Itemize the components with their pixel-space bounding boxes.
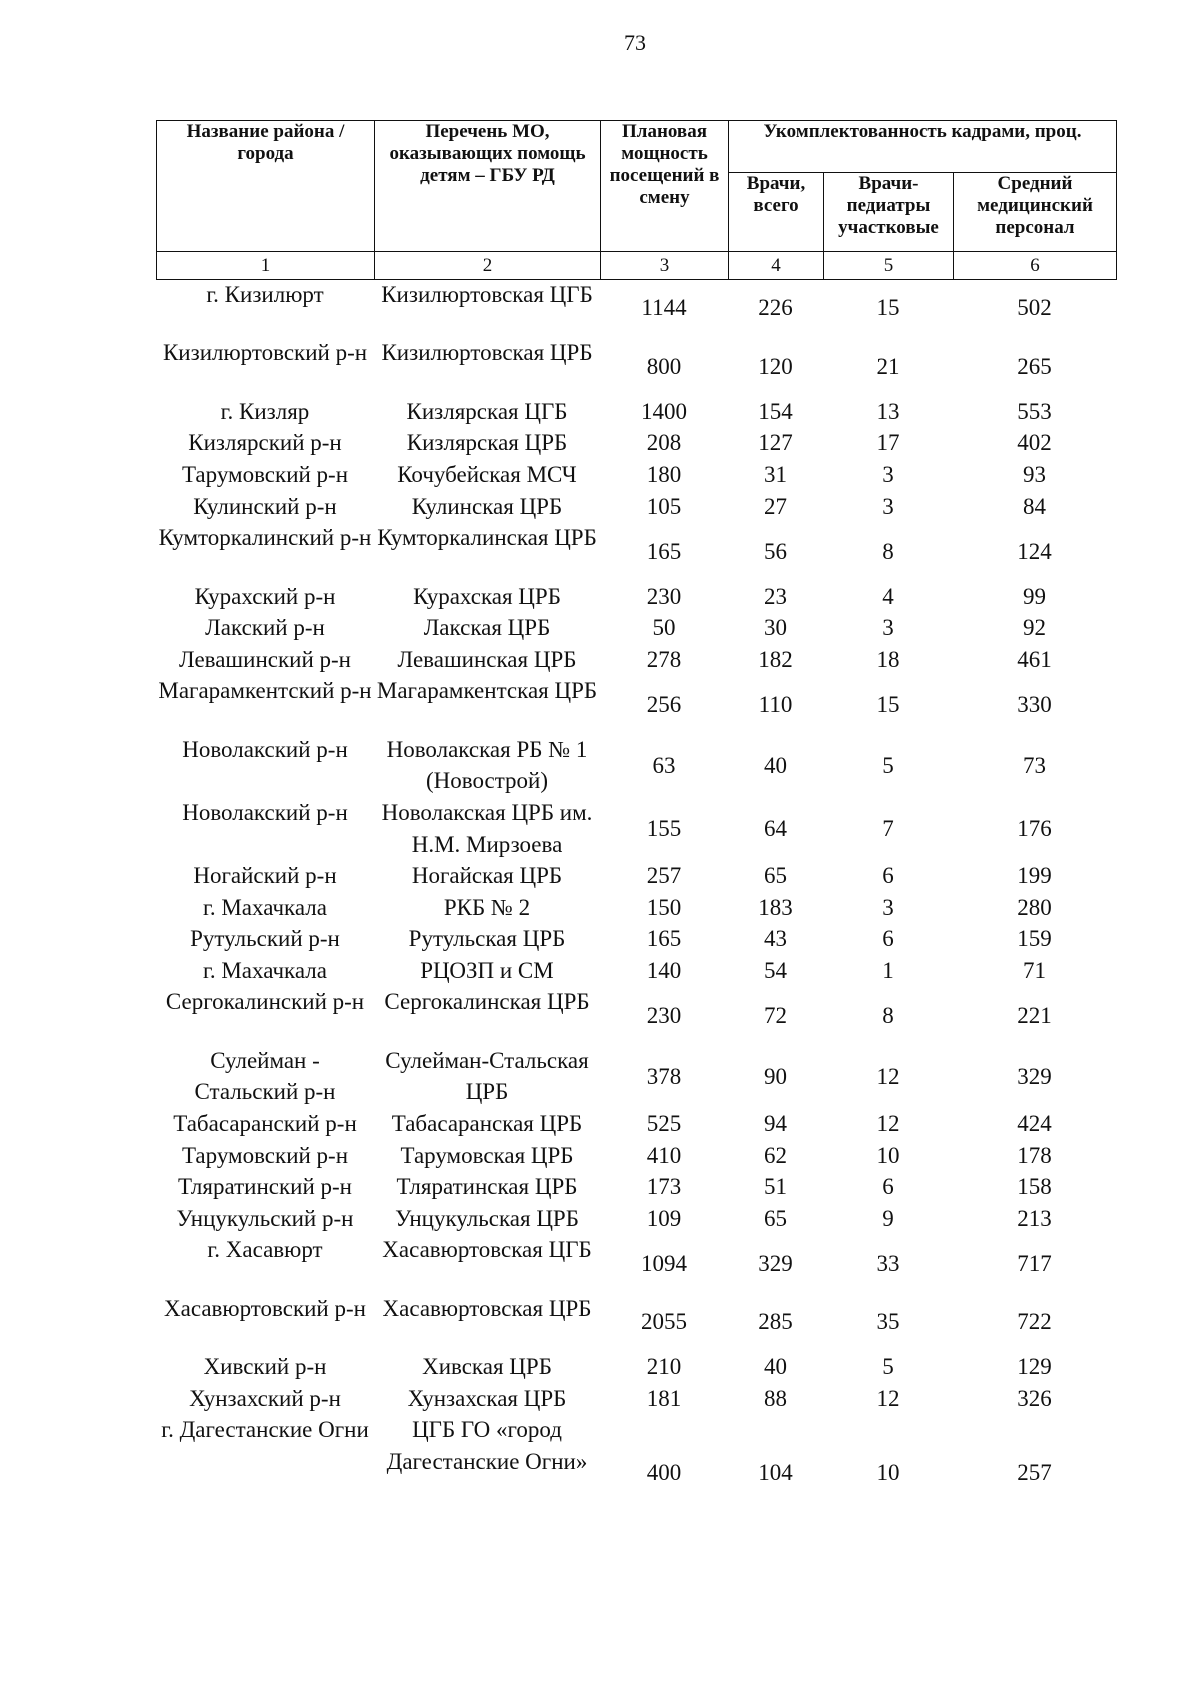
capacity-cell: 1094: [641, 1250, 687, 1276]
pediatricians-cell: 13: [876, 398, 900, 424]
mo-cell: Тарумовская ЦРБ: [400, 1142, 574, 1168]
pediatricians-cell: 33: [876, 1250, 900, 1276]
mo-cell: Тляратинская ЦРБ: [396, 1174, 578, 1200]
mo-cell: Табасаранская ЦРБ: [391, 1111, 583, 1137]
table-row: [156, 1045, 1116, 1108]
pediatricians-cell: 15: [876, 295, 900, 321]
capacity-cell: 378: [646, 1063, 682, 1089]
capacity-cell: 400: [646, 1459, 682, 1485]
nurses-cell: 221: [1017, 1002, 1052, 1028]
mo-cell: ЦГБ ГО «город Дагестанские Огни»: [386, 1417, 588, 1474]
table-body: [156, 279, 1116, 1531]
capacity-cell: 525: [646, 1111, 682, 1137]
capacity-cell: 230: [646, 1002, 682, 1028]
capacity-cell: 180: [646, 461, 682, 487]
nurses-cell: 129: [1017, 1354, 1052, 1380]
capacity-cell: 1400: [641, 398, 687, 424]
district-cell: Тляратинский р-н: [178, 1174, 352, 1200]
mo-cell: РКБ № 2: [443, 894, 531, 920]
capacity-cell: 230: [646, 583, 682, 609]
table-row: [156, 396, 1116, 428]
district-cell: Кулинский р-н: [193, 493, 337, 519]
district-cell: Тарумовский р-н: [181, 1142, 349, 1168]
nurses-cell: 402: [1017, 430, 1052, 456]
doctors-cell: 329: [758, 1250, 793, 1276]
district-cell: Левашинский р-н: [179, 646, 351, 672]
pediatricians-cell: 9: [882, 1205, 894, 1231]
nurses-cell: 326: [1017, 1385, 1052, 1411]
district-cell: г. Махачкала: [203, 894, 327, 920]
doctors-cell: 226: [758, 295, 793, 321]
pediatricians-cell: 8: [882, 538, 894, 564]
doctors-cell: 90: [764, 1063, 787, 1089]
doctors-cell: 40: [764, 752, 787, 778]
nurses-cell: 330: [1017, 691, 1052, 717]
pediatricians-cell: 3: [882, 615, 894, 641]
mo-cell: Кочубейская МСЧ: [397, 461, 577, 487]
table-row: [156, 644, 1116, 676]
pediatricians-cell: 1: [882, 957, 894, 983]
table-row: [156, 1171, 1116, 1203]
district-cell: Новолакский р-н: [182, 736, 348, 762]
table-row: [156, 1293, 1116, 1351]
column-number: 6: [954, 252, 1117, 280]
pediatricians-cell: 17: [876, 430, 900, 456]
doctors-cell: 65: [764, 863, 787, 889]
district-cell: Ногайский р-н: [193, 863, 337, 889]
pediatricians-cell: 5: [882, 752, 894, 778]
table-row: [156, 797, 1116, 860]
district-cell: Лакский р-н: [205, 615, 325, 641]
capacity-cell: 63: [652, 752, 676, 778]
mo-cell: Новолакская ЦРБ им. Н.М. Мирзоева: [381, 799, 593, 857]
district-cell: Кумторкалинский р-н: [158, 525, 372, 551]
capacity-cell: 1144: [641, 295, 687, 321]
pediatricians-cell: 6: [882, 863, 894, 889]
district-cell: Тарумовский р-н: [181, 461, 349, 487]
capacity-cell: 109: [646, 1205, 682, 1231]
doctors-cell: 88: [764, 1385, 787, 1411]
capacity-cell: 105: [646, 493, 682, 519]
pediatricians-cell: 3: [882, 461, 894, 487]
doctors-cell: 183: [758, 894, 793, 920]
mo-cell: Хасавюртовская ЦРБ: [382, 1295, 592, 1321]
table-row: [156, 612, 1116, 644]
capacity-cell: 257: [646, 863, 682, 889]
capacity-cell: 256: [646, 691, 682, 717]
pediatricians-cell: 4: [882, 583, 894, 609]
capacity-cell: 181: [646, 1385, 682, 1411]
pediatricians-cell: 21: [876, 353, 900, 379]
pediatricians-cell: 6: [882, 926, 894, 952]
table-row: [156, 923, 1116, 955]
pediatricians-cell: 3: [882, 894, 894, 920]
nurses-cell: 158: [1017, 1174, 1052, 1200]
mo-cell: Кулинская ЦРБ: [411, 493, 563, 519]
table-row: [156, 337, 1116, 395]
pediatricians-cell: 10: [876, 1142, 900, 1168]
mo-cell: Курахская ЦРБ: [413, 583, 561, 609]
pediatricians-cell: 7: [882, 815, 894, 841]
mo-cell: Новолакская РБ № 1 (Новострой): [386, 736, 588, 794]
district-cell: Новолакский р-н: [182, 799, 348, 825]
capacity-cell: 210: [646, 1354, 682, 1380]
table-row: [156, 860, 1116, 892]
capacity-cell: 155: [646, 815, 682, 841]
table-row: [156, 459, 1116, 491]
mo-cell: Сулейман-Стальская ЦРБ: [385, 1047, 589, 1105]
nurses-cell: 199: [1017, 863, 1052, 889]
mo-cell: Унцукульская ЦРБ: [395, 1205, 579, 1231]
doctors-cell: 127: [758, 430, 793, 456]
column-number: 5: [824, 252, 954, 280]
doctors-cell: 23: [764, 583, 787, 609]
doctors-cell: 64: [764, 815, 787, 841]
doctors-cell: 182: [758, 646, 793, 672]
capacity-cell: 50: [652, 615, 676, 641]
header-staffing-group: Укомплектованность кадрами, проц.: [729, 121, 1117, 173]
doctors-cell: 285: [758, 1309, 793, 1335]
nurses-cell: 178: [1017, 1142, 1052, 1168]
table-row: [156, 581, 1116, 613]
district-cell: Сулейман - Стальский р-н: [194, 1047, 336, 1105]
doctors-cell: 54: [764, 957, 787, 983]
pediatricians-cell: 12: [876, 1063, 900, 1089]
doctors-cell: 104: [758, 1459, 793, 1485]
capacity-cell: 150: [646, 894, 682, 920]
nurses-cell: 717: [1017, 1250, 1052, 1276]
nurses-cell: 502: [1017, 295, 1052, 321]
table-row: [156, 427, 1116, 459]
nurses-cell: 722: [1017, 1309, 1052, 1335]
column-number: 4: [729, 252, 824, 280]
district-cell: г. Хасавюрт: [207, 1237, 323, 1263]
capacity-cell: 165: [646, 538, 682, 564]
doctors-cell: 72: [764, 1002, 787, 1028]
table-row: [156, 1108, 1116, 1140]
doctors-cell: 30: [764, 615, 787, 641]
mo-cell: Кизлярская ЦГБ: [406, 398, 568, 424]
nurses-cell: 92: [1023, 615, 1046, 641]
nurses-cell: 257: [1017, 1459, 1052, 1485]
pediatricians-cell: 18: [876, 646, 900, 672]
mo-cell: Хивская ЦРБ: [422, 1354, 552, 1380]
nurses-cell: 280: [1017, 894, 1052, 920]
header-doctors: Врачи, всего: [729, 173, 824, 252]
table-row: [156, 1234, 1116, 1292]
district-cell: Кизлярский р-н: [188, 430, 342, 456]
pediatricians-cell: 12: [876, 1111, 900, 1137]
nurses-cell: 176: [1017, 815, 1052, 841]
header-nurses: Средний медицинский персонал: [954, 173, 1117, 252]
mo-cell: Хасавюртовская ЦГБ: [382, 1237, 592, 1263]
nurses-cell: 213: [1017, 1205, 1052, 1231]
column-number: 3: [601, 252, 729, 280]
nurses-cell: 553: [1017, 398, 1052, 424]
district-cell: Сергокалинский р-н: [165, 989, 365, 1015]
table-row: [156, 734, 1116, 797]
nurses-cell: 159: [1017, 926, 1052, 952]
district-cell: Магарамкентский р-н: [158, 678, 372, 704]
district-cell: г. Дагестанские Огни: [161, 1417, 369, 1443]
column-number: 2: [375, 252, 601, 280]
capacity-cell: 173: [646, 1174, 682, 1200]
capacity-cell: 208: [646, 430, 682, 456]
doctors-cell: 56: [764, 538, 787, 564]
mo-cell: Кизилюртовская ЦГБ: [381, 282, 593, 307]
district-cell: Рутульский р-н: [190, 926, 340, 952]
capacity-cell: 140: [646, 957, 682, 983]
table-row: [156, 1203, 1116, 1235]
mo-cell: Кумторкалинская ЦРБ: [377, 525, 597, 551]
capacity-cell: 410: [646, 1142, 682, 1168]
district-cell: Кизилюртовский р-н: [162, 340, 368, 366]
nurses-cell: 265: [1017, 353, 1052, 379]
table-row: [156, 522, 1116, 580]
pediatricians-cell: 35: [876, 1309, 900, 1335]
pediatricians-cell: 15: [876, 691, 900, 717]
doctors-cell: 120: [758, 353, 793, 379]
nurses-cell: 93: [1023, 461, 1046, 487]
nurses-cell: 124: [1017, 538, 1052, 564]
mo-cell: Левашинская ЦРБ: [397, 646, 577, 672]
doctors-cell: 31: [764, 461, 787, 487]
district-cell: г. Кизляр: [220, 398, 310, 424]
doctors-cell: 27: [764, 493, 787, 519]
table-row: [156, 279, 1116, 337]
mo-cell: РЦОЗП и СМ: [420, 957, 554, 983]
table-row: [156, 1351, 1116, 1383]
table-row: [156, 892, 1116, 924]
pediatricians-cell: 5: [882, 1354, 894, 1380]
nurses-cell: 329: [1017, 1063, 1052, 1089]
capacity-cell: 278: [646, 646, 682, 672]
doctors-cell: 65: [764, 1205, 787, 1231]
district-cell: Табасаранский р-н: [173, 1111, 357, 1137]
district-cell: Унцукульский р-н: [176, 1205, 354, 1231]
district-cell: Хасавюртовский р-н: [164, 1295, 366, 1321]
pediatricians-cell: 12: [876, 1385, 900, 1411]
nurses-cell: 73: [1023, 752, 1046, 778]
table-row: [156, 986, 1116, 1044]
nurses-cell: 424: [1017, 1111, 1052, 1137]
mo-cell: Кизлярская ЦРБ: [406, 430, 568, 456]
page-number: 73: [624, 30, 646, 55]
doctors-cell: 51: [764, 1174, 787, 1200]
mo-cell: Кизилюртовская ЦРБ: [381, 340, 593, 366]
doctors-cell: 40: [764, 1354, 787, 1380]
mo-cell: Ногайская ЦРБ: [411, 863, 563, 889]
mo-cell: Рутульская ЦРБ: [408, 926, 566, 952]
mo-cell: Хунзахская ЦРБ: [407, 1385, 567, 1411]
header-pediatricians: Врачи-педиатры участковые: [824, 173, 954, 252]
table-header: [156, 120, 1117, 280]
district-cell: г. Кизилюрт: [206, 282, 324, 307]
header-capacity: Плановая мощность посещений в смену: [601, 121, 729, 252]
capacity-cell: 2055: [641, 1309, 687, 1335]
doctors-cell: 110: [758, 691, 793, 717]
pediatricians-cell: 8: [882, 1002, 894, 1028]
mo-cell: Сергокалинская ЦРБ: [384, 989, 590, 1015]
capacity-cell: 165: [646, 926, 682, 952]
table-row: [156, 1140, 1116, 1172]
table-row: [156, 675, 1116, 733]
column-number: 1: [157, 252, 375, 280]
mo-cell: Магарамкентская ЦРБ: [376, 678, 598, 704]
district-cell: Хивский р-н: [203, 1354, 327, 1380]
district-cell: Курахский р-н: [194, 583, 336, 609]
district-cell: Хунзахский р-н: [189, 1385, 341, 1411]
nurses-cell: 71: [1023, 957, 1046, 983]
district-cell: г. Махачкала: [203, 957, 327, 983]
table-row: [156, 1383, 1116, 1415]
header-district: Название района / города: [157, 121, 375, 252]
pediatricians-cell: 10: [876, 1459, 900, 1485]
doctors-cell: 154: [758, 398, 793, 424]
capacity-cell: 800: [646, 353, 682, 379]
pediatricians-cell: 6: [882, 1174, 894, 1200]
nurses-cell: 461: [1017, 646, 1052, 672]
mo-cell: Лакская ЦРБ: [423, 615, 551, 641]
doctors-cell: 62: [764, 1142, 787, 1168]
pediatricians-cell: 3: [882, 493, 894, 519]
nurses-cell: 99: [1023, 583, 1046, 609]
doctors-cell: 43: [764, 926, 787, 952]
nurses-cell: 84: [1023, 493, 1046, 519]
header-mo-list: Перечень МО, оказывающих помощь детям – ГБУ РД: [375, 121, 601, 252]
table-row: [156, 955, 1116, 987]
doctors-cell: 94: [764, 1111, 787, 1137]
table-row: [156, 491, 1116, 523]
table-row: [156, 1414, 1116, 1531]
